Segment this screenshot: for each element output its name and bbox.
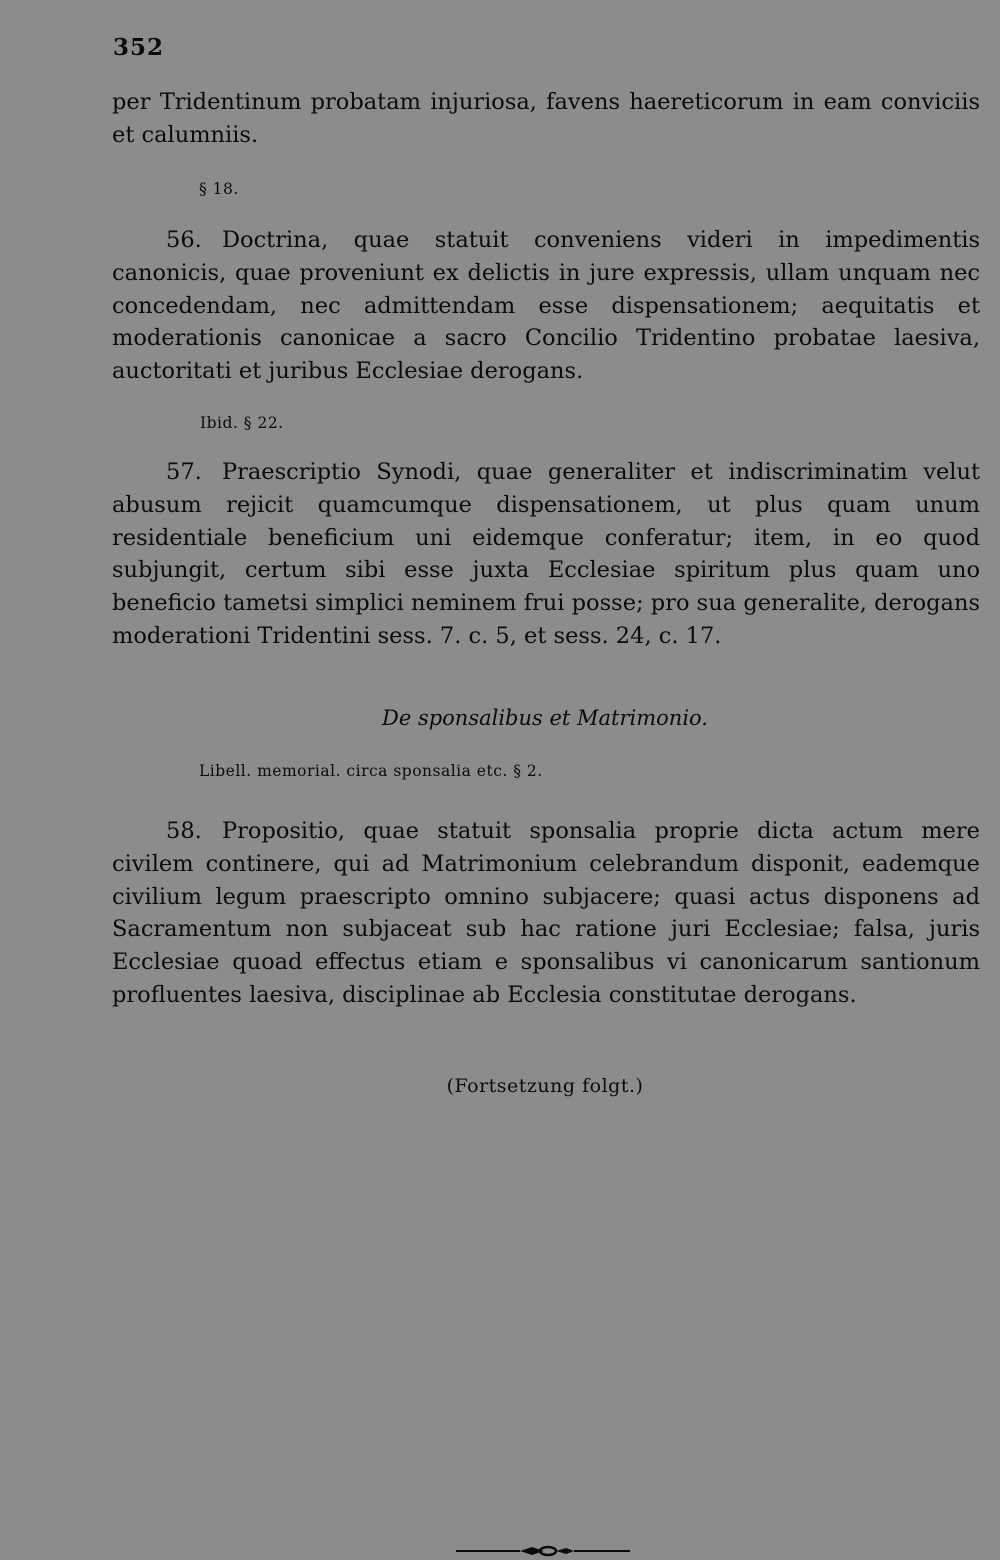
paragraph-number: 58. xyxy=(166,818,202,844)
section-heading: De sponsalibus et Matrimonio. xyxy=(382,706,708,730)
section-reference-libell: Libell. memorial. circa sponsalia etc. § 2. xyxy=(199,762,543,780)
section-reference-18: § 18. xyxy=(199,180,239,198)
rule-ornament-icon xyxy=(456,1542,630,1560)
paragraph-number: 57. xyxy=(166,459,202,485)
to-be-continued-note: (Fortsetzung folgt.) xyxy=(446,1075,644,1097)
paragraph-text: Praescriptio Synodi, quae generaliter et indiscriminatim velut abusum rejicit quamcumque dispensationem, ut plus quam unum residentiale beneficium uni eidemque conferatur; item, in eo quod subjungit, certum sibi esse juxta Ecclesiae spiritum plus quam uno beneficio tametsi simplici neminem frui posse; pro sua generalite, derogans moderationi Tridentini sess. 7. c. 5, et sess. 24, c. 17. xyxy=(112,459,980,649)
paragraph-58 xyxy=(112,815,980,1012)
paragraph-57 xyxy=(112,456,980,653)
paragraph-number: 56. xyxy=(166,227,202,253)
paragraph-56 xyxy=(112,224,980,388)
paragraph-text: Propositio, quae statuit sponsalia proprie dicta actum mere civilem continere, qui ad Matrimonium celebrandum disponit, eademque civilium legum praescripto omnino subjacere; quasi actus disponens ad Sacramentum non subjaceat sub hac ratione juri Ecclesiae; falsa, juris Ecclesiae quoad effectus etiam e sponsalibus vi canonicarum santionum profluentes laesiva, disciplinae ab Ecclesia constitutae derogans. xyxy=(112,818,980,1008)
continuation-paragraph: per Tridentinum probatam injuriosa, favens haereticorum in eam conviciis et calumniis. xyxy=(112,89,980,148)
page-number: 352 xyxy=(113,34,165,61)
section-reference-ibid: Ibid. § 22. xyxy=(200,414,284,432)
paragraph-text: Doctrina, quae statuit conveniens videri in impedimentis canonicis, quae proveniunt ex delictis in jure expressis, ullam unquam nec concedendam, nec admittendam esse dispensationem; aequitatis et moderationis canonicae a sacro Concilio Tridentino probatae laesiva, auctoritati et juribus Ecclesiae derogans. xyxy=(112,227,980,385)
